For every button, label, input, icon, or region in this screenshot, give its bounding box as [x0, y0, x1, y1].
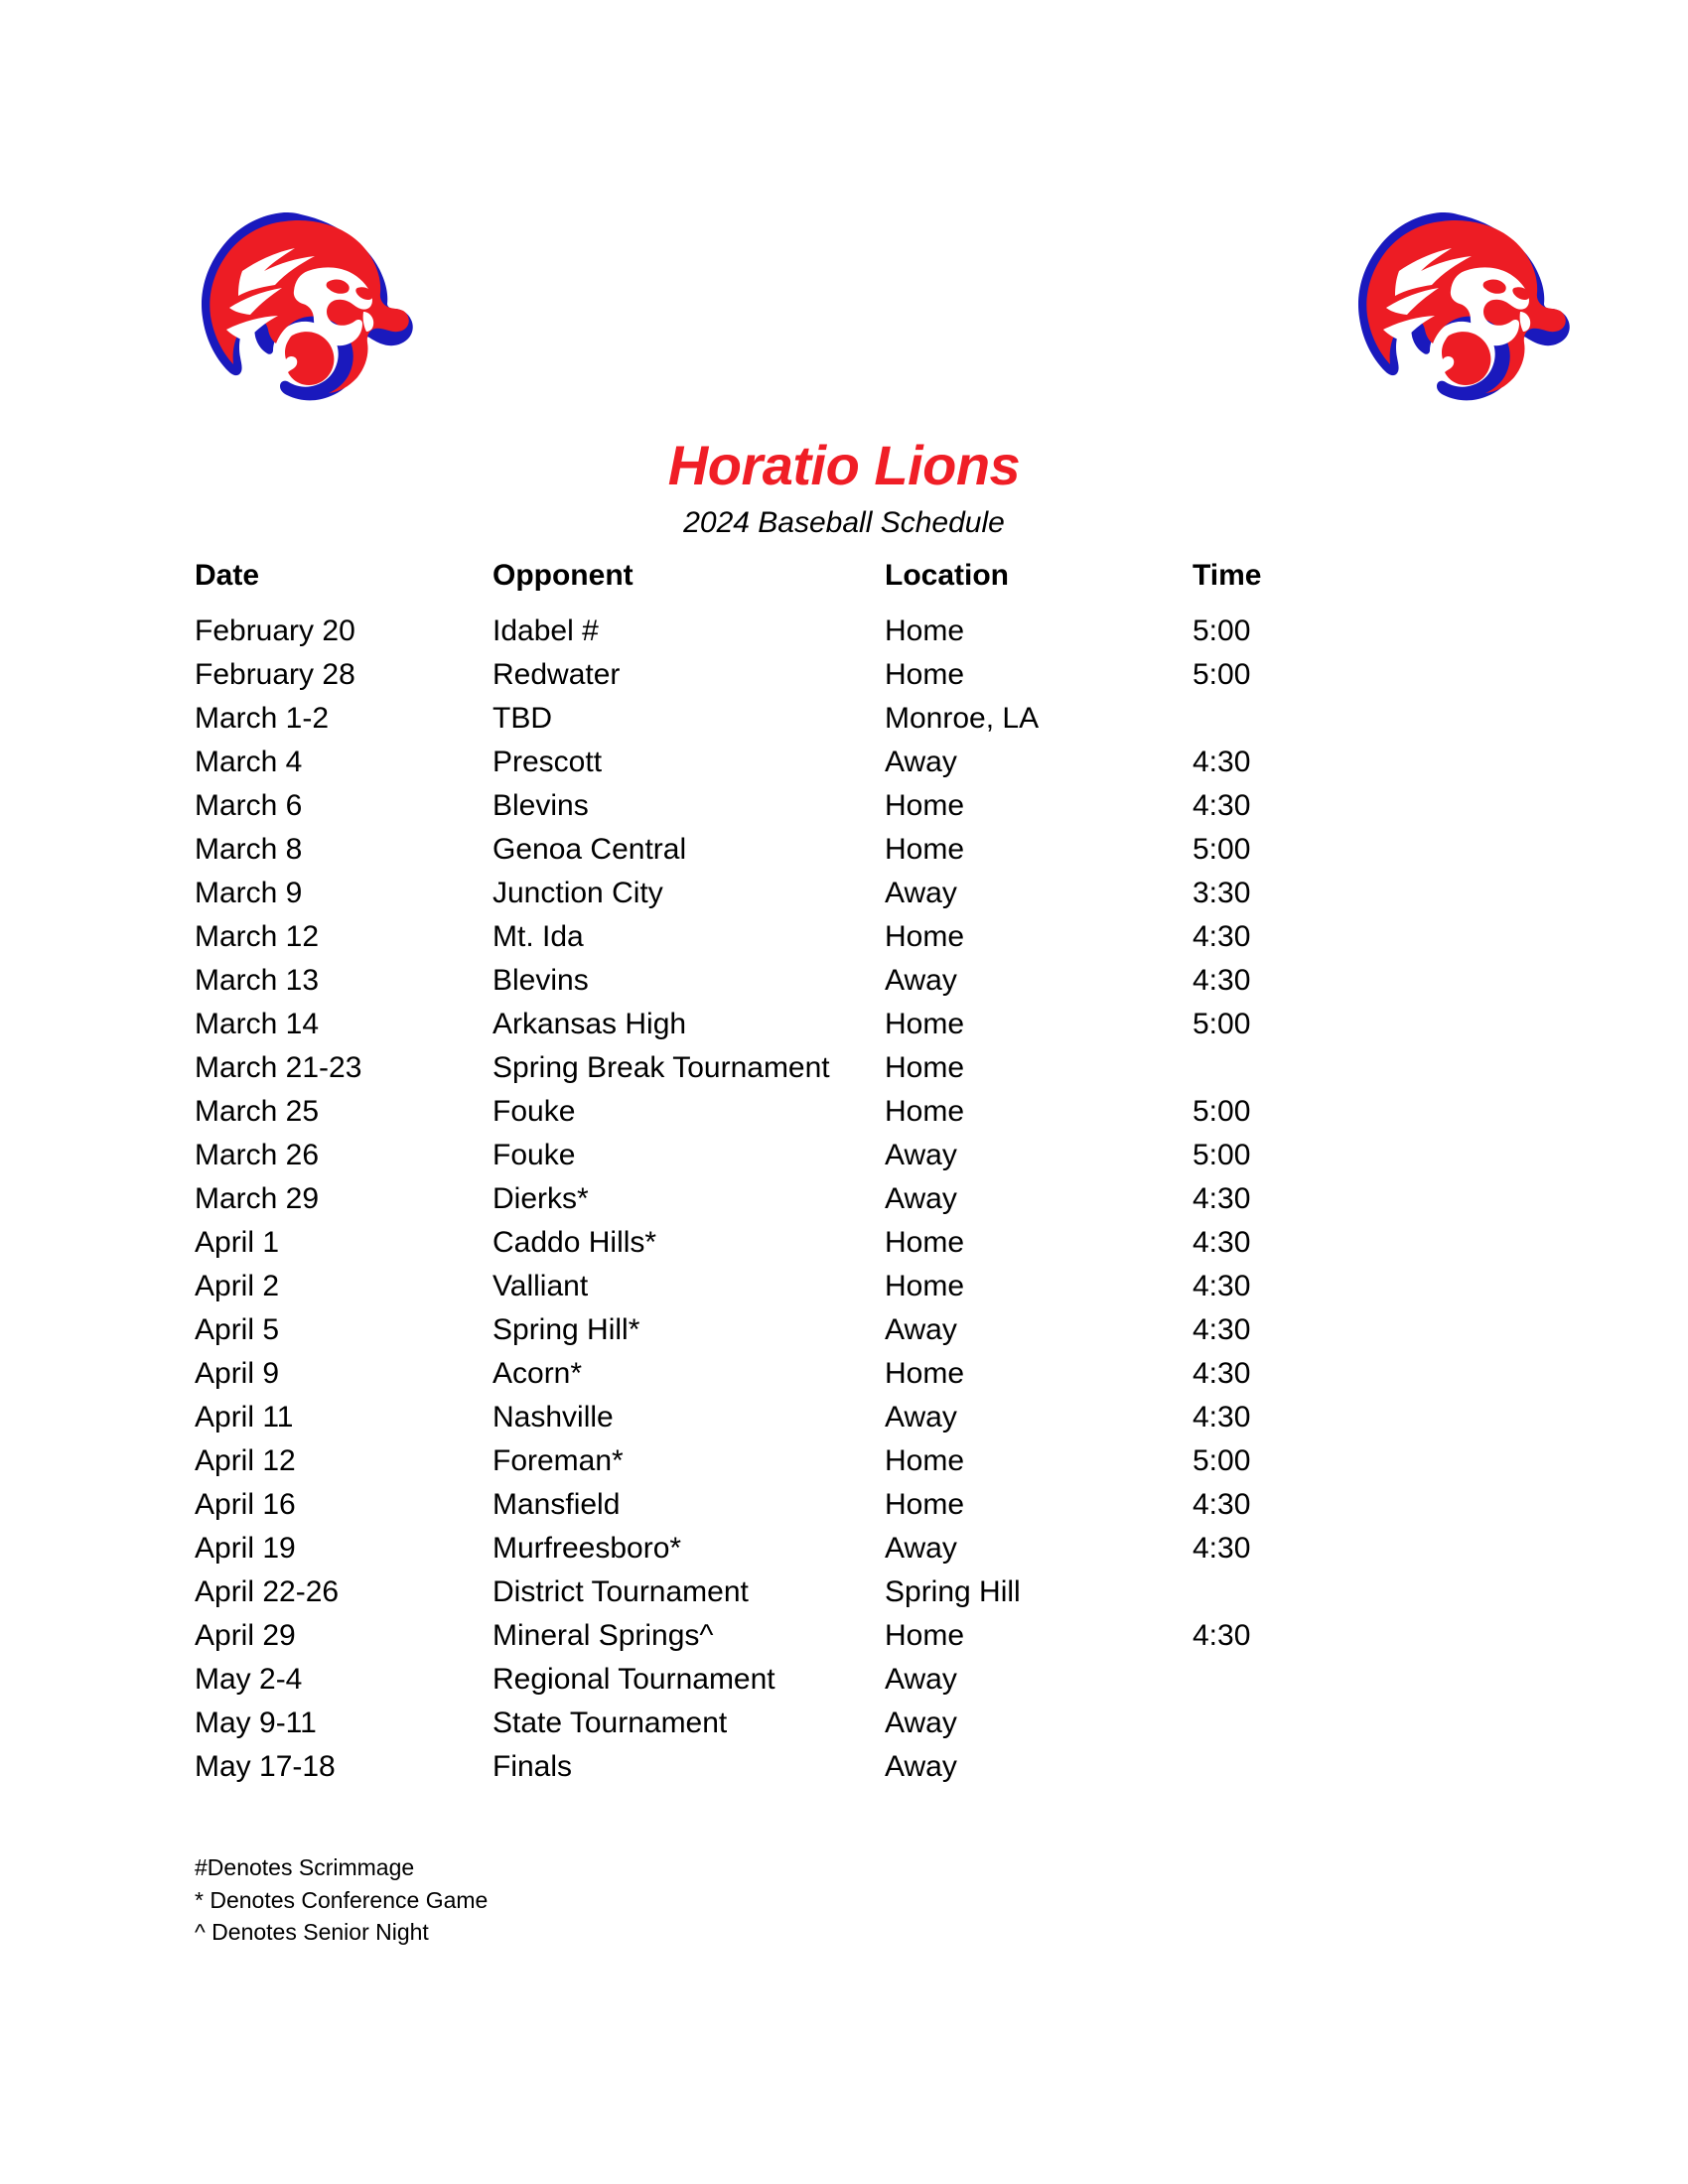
game-date: March 9 [195, 877, 303, 909]
game-date: February 20 [195, 614, 355, 647]
column-header-opponent: Opponent [492, 559, 633, 592]
game-date: May 2-4 [195, 1663, 303, 1696]
game-opponent: Spring Break Tournament [492, 1051, 830, 1084]
game-time [1193, 1053, 1391, 1097]
schedule-table [0, 561, 1688, 1796]
game-opponent: District Tournament [492, 1575, 749, 1608]
table-row [0, 1708, 1688, 1752]
row-spacer [1391, 616, 1688, 660]
game-opponent: Spring Hill* [492, 1313, 640, 1346]
game-location: Home [885, 1008, 965, 1040]
game-date: April 11 [195, 1401, 294, 1433]
lion-head-logo-left [189, 208, 417, 407]
game-opponent: Blevins [492, 964, 589, 997]
table-row [0, 966, 1688, 1010]
table-row [0, 835, 1688, 879]
game-opponent: Junction City [492, 877, 663, 909]
game-location: Away [885, 877, 957, 909]
page-subtitle: 2024 Baseball Schedule [683, 506, 1005, 540]
game-date: May 17-18 [195, 1750, 336, 1783]
game-location: Home [885, 920, 965, 953]
table-row [0, 616, 1688, 660]
schedule-table-header [0, 561, 1688, 616]
game-opponent: Mt. Ida [492, 920, 584, 953]
row-spacer [1391, 1228, 1688, 1272]
game-opponent: Fouke [492, 1139, 576, 1171]
row-spacer [1391, 791, 1688, 835]
table-row [0, 1272, 1688, 1315]
row-spacer [1391, 1490, 1688, 1534]
game-time: 4:30 [1193, 746, 1251, 778]
table-row [0, 1446, 1688, 1490]
game-location: Home [885, 1444, 965, 1477]
table-row [0, 1490, 1688, 1534]
game-location: Home [885, 1619, 965, 1652]
game-time: 5:00 [1193, 614, 1251, 647]
game-location: Home [885, 1270, 965, 1302]
table-row [0, 1752, 1688, 1796]
game-time: 4:30 [1193, 1357, 1251, 1390]
row-spacer [1391, 1315, 1688, 1359]
game-opponent: Redwater [492, 658, 621, 691]
table-row [0, 660, 1688, 704]
game-opponent: Foreman* [492, 1444, 624, 1477]
game-location: Away [885, 1663, 957, 1696]
game-location: Home [885, 658, 965, 691]
game-time [1193, 704, 1391, 748]
game-location: Away [885, 1532, 957, 1565]
game-opponent: Fouke [492, 1095, 576, 1128]
table-row [0, 1315, 1688, 1359]
game-location: Home [885, 1095, 965, 1128]
table-row [0, 922, 1688, 966]
row-spacer [1391, 1534, 1688, 1577]
game-date: March 6 [195, 789, 303, 822]
footnotes [195, 1851, 1088, 1949]
row-spacer [1391, 1097, 1688, 1141]
game-location: Away [885, 1750, 957, 1783]
game-date: April 12 [195, 1444, 296, 1477]
row-spacer [1391, 1577, 1688, 1621]
game-opponent: Finals [492, 1750, 573, 1783]
column-header-spacer [1391, 561, 1688, 616]
game-opponent: Mansfield [492, 1488, 621, 1521]
row-spacer [1391, 1665, 1688, 1708]
game-date: March 29 [195, 1182, 320, 1215]
game-location: Away [885, 1401, 957, 1433]
game-date: April 19 [195, 1532, 296, 1565]
table-row [0, 748, 1688, 791]
game-opponent: Regional Tournament [492, 1663, 775, 1696]
game-time: 5:00 [1193, 833, 1251, 866]
game-location: Away [885, 964, 957, 997]
game-time: 5:00 [1193, 1095, 1251, 1128]
game-time: 4:30 [1193, 1488, 1251, 1521]
row-spacer [1391, 1010, 1688, 1053]
row-spacer [1391, 1359, 1688, 1403]
row-spacer [1391, 1752, 1688, 1796]
game-time: 5:00 [1193, 658, 1251, 691]
row-spacer [1391, 1403, 1688, 1446]
game-opponent: Nashville [492, 1401, 614, 1433]
game-date: March 1-2 [195, 702, 330, 735]
row-spacer [1391, 1272, 1688, 1315]
game-opponent: Blevins [492, 789, 589, 822]
game-time: 4:30 [1193, 1401, 1251, 1433]
game-opponent: Acorn* [492, 1357, 583, 1390]
game-time: 4:30 [1193, 1532, 1251, 1565]
game-time: 4:30 [1193, 1313, 1251, 1346]
row-spacer [1391, 660, 1688, 704]
table-row [0, 1228, 1688, 1272]
game-time [1193, 1752, 1391, 1796]
game-location: Spring Hill [885, 1575, 1021, 1608]
game-time: 4:30 [1193, 1270, 1251, 1302]
game-opponent: Murfreesboro* [492, 1532, 682, 1565]
game-location: Home [885, 1051, 965, 1084]
footnote-conference: * Denotes Conference Game [195, 1886, 489, 1913]
title-block [0, 434, 1688, 540]
game-date: March 21-23 [195, 1051, 362, 1084]
game-time: 5:00 [1193, 1008, 1251, 1040]
game-opponent: Idabel # [492, 614, 599, 647]
game-opponent: Caddo Hills* [492, 1226, 657, 1259]
game-date: March 4 [195, 746, 303, 778]
game-time: 4:30 [1193, 1182, 1251, 1215]
game-date: April 2 [195, 1270, 280, 1302]
game-date: April 1 [195, 1226, 280, 1259]
row-spacer [1391, 748, 1688, 791]
game-location: Away [885, 1182, 957, 1215]
game-date: May 9-11 [195, 1706, 317, 1739]
row-spacer [1391, 879, 1688, 922]
game-date: March 12 [195, 920, 320, 953]
row-spacer [1391, 966, 1688, 1010]
game-time: 4:30 [1193, 1226, 1251, 1259]
game-time: 3:30 [1193, 877, 1251, 909]
game-date: April 9 [195, 1357, 280, 1390]
row-spacer [1391, 1708, 1688, 1752]
game-date: February 28 [195, 658, 355, 691]
schedule-table-body [0, 616, 1688, 1796]
game-date: April 5 [195, 1313, 280, 1346]
game-date: April 16 [195, 1488, 296, 1521]
game-time [1193, 1708, 1391, 1752]
table-row [0, 1621, 1688, 1665]
footnote-senior: ^ Denotes Senior Night [195, 1919, 429, 1946]
column-header-time: Time [1193, 559, 1262, 592]
game-date: March 25 [195, 1095, 320, 1128]
game-location: Away [885, 746, 957, 778]
table-row [0, 1665, 1688, 1708]
game-date: March 13 [195, 964, 320, 997]
column-header-date: Date [195, 559, 260, 592]
game-opponent: State Tournament [492, 1706, 728, 1739]
table-row [0, 1534, 1688, 1577]
game-location: Away [885, 1313, 957, 1346]
game-location: Home [885, 1488, 965, 1521]
game-date: April 29 [195, 1619, 296, 1652]
game-date: April 22-26 [195, 1575, 340, 1608]
table-row [0, 1097, 1688, 1141]
game-time: 5:00 [1193, 1139, 1251, 1171]
game-time: 4:30 [1193, 920, 1251, 953]
table-row [0, 1141, 1688, 1184]
table-row [0, 704, 1688, 748]
game-opponent: Arkansas High [492, 1008, 687, 1040]
game-location: Home [885, 614, 965, 647]
game-time: 4:30 [1193, 789, 1251, 822]
row-spacer [1391, 1053, 1688, 1097]
game-location: Home [885, 833, 965, 866]
game-opponent: Prescott [492, 746, 603, 778]
row-spacer [1391, 1446, 1688, 1490]
game-date: March 14 [195, 1008, 320, 1040]
game-date: March 8 [195, 833, 303, 866]
game-date: March 26 [195, 1139, 320, 1171]
lion-head-logo-right [1345, 208, 1574, 407]
row-spacer [1391, 922, 1688, 966]
table-row [0, 1184, 1688, 1228]
table-row [0, 1010, 1688, 1053]
game-location: Monroe, LA [885, 702, 1040, 735]
row-spacer [1391, 1141, 1688, 1184]
table-row [0, 1053, 1688, 1097]
game-opponent: Genoa Central [492, 833, 687, 866]
table-row [0, 1359, 1688, 1403]
game-location: Home [885, 789, 965, 822]
table-row [0, 1403, 1688, 1446]
game-opponent: Dierks* [492, 1182, 589, 1215]
page-title: Horatio Lions [667, 434, 1021, 496]
game-time: 4:30 [1193, 964, 1251, 997]
row-spacer [1391, 835, 1688, 879]
table-header-row [0, 561, 1688, 616]
game-opponent: Valliant [492, 1270, 589, 1302]
game-location: Away [885, 1139, 957, 1171]
table-row [0, 791, 1688, 835]
column-header-location: Location [885, 559, 1009, 592]
game-time [1193, 1577, 1391, 1621]
game-time: 4:30 [1193, 1619, 1251, 1652]
row-spacer [1391, 704, 1688, 748]
row-spacer [1391, 1621, 1688, 1665]
game-opponent: Mineral Springs^ [492, 1619, 714, 1652]
game-time [1193, 1665, 1391, 1708]
table-row [0, 879, 1688, 922]
table-row [0, 1577, 1688, 1621]
game-time: 5:00 [1193, 1444, 1251, 1477]
row-spacer [1391, 1184, 1688, 1228]
game-location: Away [885, 1706, 957, 1739]
game-opponent: TBD [492, 702, 552, 735]
footnote-scrimmage: #Denotes Scrimmage [195, 1854, 415, 1880]
game-location: Home [885, 1226, 965, 1259]
game-location: Home [885, 1357, 965, 1390]
